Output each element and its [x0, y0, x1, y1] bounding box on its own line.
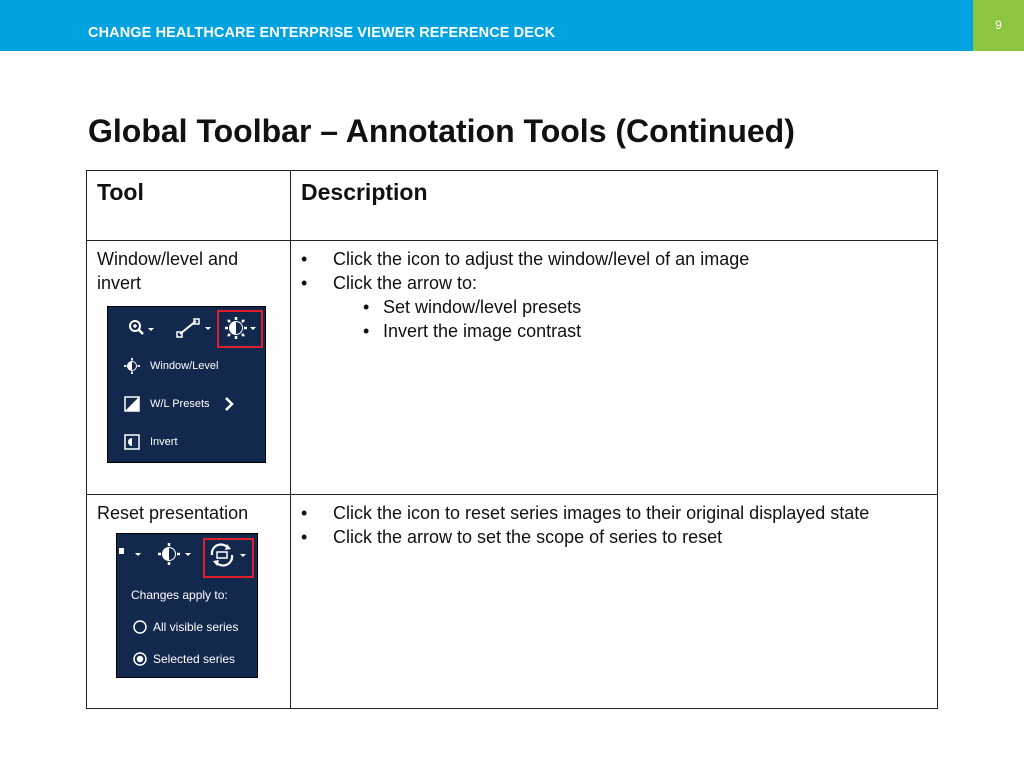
highlight-box	[203, 538, 254, 578]
menu-item-window-level[interactable]	[124, 358, 218, 374]
list-item: • Click the arrow to set the scope of series to reset	[301, 525, 927, 549]
invert-icon	[124, 434, 140, 450]
tool-name: Window/level and invert	[97, 249, 239, 293]
window-level-icon	[124, 358, 140, 374]
toolbar-row	[108, 307, 265, 347]
radio-unselected-icon	[133, 620, 147, 634]
list-item-text: Click the arrow to:	[333, 273, 478, 293]
menu-item-wl-presets[interactable]	[124, 396, 234, 412]
description-cell	[291, 241, 938, 495]
description-cell	[291, 495, 938, 709]
window-level-icon[interactable]	[157, 542, 193, 566]
pan-icon[interactable]	[119, 546, 145, 562]
menu-item-label: W/L Presets	[150, 398, 210, 410]
menu-item-label: Window/Level	[150, 360, 219, 372]
slide-title: Global Toolbar – Annotation Tools (Continued)	[88, 113, 795, 149]
table-header-row	[87, 171, 938, 241]
page-number: 9	[973, 0, 1024, 51]
radio-selected-icon	[133, 652, 147, 666]
header-tool: Tool	[87, 171, 291, 241]
presets-icon	[124, 396, 140, 412]
sub-bullet-list	[363, 295, 927, 343]
list-item: • Set window/level presets	[363, 295, 927, 319]
header-description: Description	[291, 171, 938, 241]
list-item	[301, 271, 927, 343]
menu-option-all-visible[interactable]	[133, 620, 238, 634]
deck-title: CHANGE HEALTHCARE ENTERPRISE VIEWER REFERENCE DECK	[88, 25, 556, 41]
menu-item-label: Invert	[150, 436, 178, 448]
bullet-list	[301, 501, 927, 549]
list-item: • Invert the image contrast	[363, 319, 927, 343]
list-item: • Click the icon to adjust the window/level of an image	[301, 247, 927, 271]
menu-title: Changes apply to:	[131, 588, 228, 602]
list-item: • Click the icon to reset series images to their original displayed state	[301, 501, 927, 525]
toolbar-row	[117, 534, 257, 574]
highlight-box	[217, 310, 263, 348]
reset-menu-screenshot	[116, 533, 258, 678]
window-level-menu-screenshot	[107, 306, 266, 463]
menu-option-selected[interactable]	[133, 652, 235, 666]
bullet-list	[301, 247, 927, 343]
option-label: All visible series	[153, 620, 239, 634]
menu-item-invert[interactable]	[124, 434, 178, 450]
chevron-right-icon	[224, 396, 234, 412]
option-label: Selected series	[153, 652, 236, 666]
measure-icon[interactable]	[176, 318, 214, 338]
zoom-icon[interactable]	[128, 319, 154, 337]
tool-name: Reset presentation	[97, 503, 249, 523]
